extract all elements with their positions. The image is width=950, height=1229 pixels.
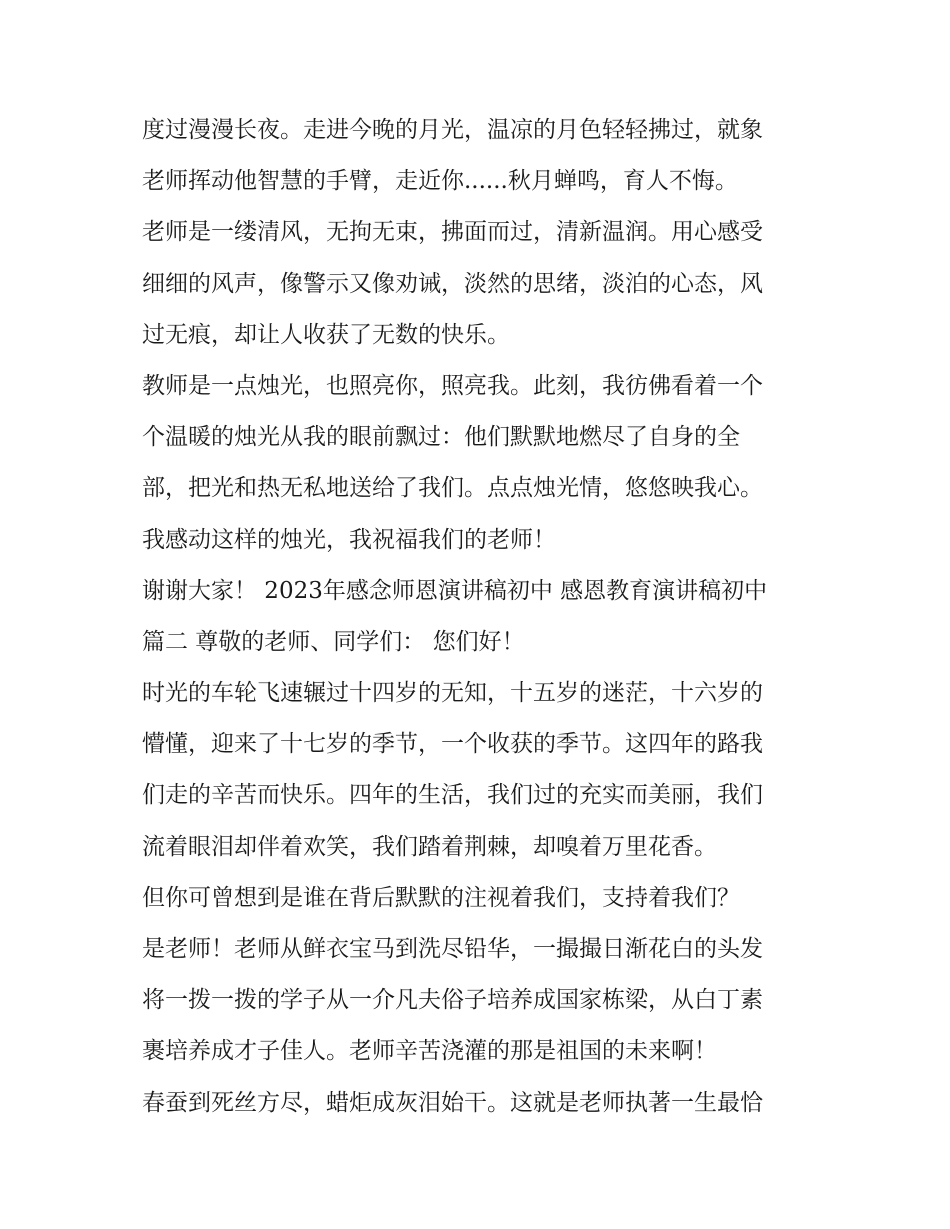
text-line: 个温暖的烛光从我的眼前飘过：他们默默地燃尽了自身的全 [142,424,740,451]
text-line: 将一拨一拨的学子从一介凡夫俗子培养成国家栋梁，从白丁素 [142,987,763,1014]
text-line: 教师是一点烛光，也照亮你，照亮我。此刻，我彷佛看着一个 [142,372,763,399]
text-line: 篇二 尊敬的老师、同学们： 您们好！ [142,628,525,655]
text-line: 过无痕，却让人收获了无数的快乐。 [142,321,510,348]
text-line: 春蚕到死丝方尽，蜡炬成灰泪始干。这就是老师执著一生最恰 [142,1089,763,1116]
document-body [142,105,814,1129]
text-line: 老师挥动他智慧的手臂，走近你......秋月蝉鸣，育人不悔。 [142,168,738,195]
text-line: 但你可曾想到是谁在背后默默的注视着我们，支持着我们？ [142,884,740,911]
text-line: 老师是一缕清风，无拘无束，拂面而过，清新温润。用心感受 [142,219,763,246]
text-line: 是老师！老师从鲜衣宝马到洗尽铅华，一撮撮日渐花白的头发 [142,936,763,962]
text-line: 我感动这样的烛光，我祝福我们的老师！ [142,526,556,553]
text-line: 部，把光和热无私地送给了我们。点点烛光情，悠悠映我心。 [142,475,763,502]
text-line: 裹培养成才子佳人。老师辛苦浇灌的那是祖国的未来啊！ [142,1038,717,1065]
text-line: 细细的风声，像警示又像劝诫，淡然的思绪，淡泊的心态，风 [142,270,763,297]
text-line: 谢谢大家！ 2023年感念师恩演讲稿初中 感恩教育演讲稿初中 [142,577,768,604]
text-line: 度过漫漫长夜。走进今晚的月光，温凉的月色轻轻拂过，就象 [142,117,763,143]
text-line: 懵懂，迎来了十七岁的季节，一个收获的季节。这四年的路我 [142,731,763,758]
text-line: 时光的车轮飞速辗过十四岁的无知，十五岁的迷茫，十六岁的 [142,680,763,707]
text-line: 流着眼泪却伴着欢笑，我们踏着荆棘，却嗅着万里花香。 [142,833,717,860]
text-line: 们走的辛苦而快乐。四年的生活，我们过的充实而美丽，我们 [142,782,763,809]
